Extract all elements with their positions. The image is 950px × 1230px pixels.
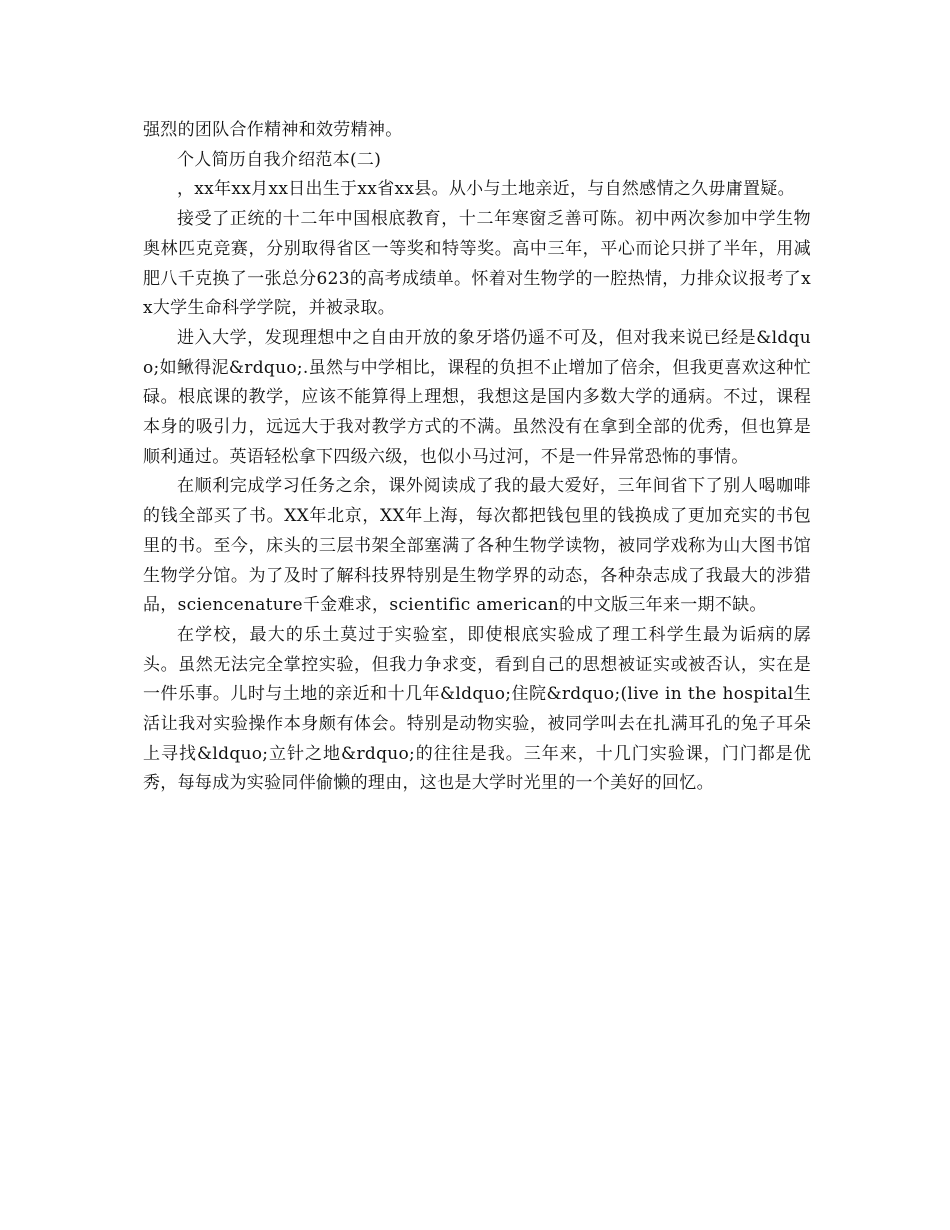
paragraph-birth: ，xx年xx月xx日出生于xx省xx县。从小与土地亲近，与自然感情之久毋庸置疑。 [177, 179, 795, 200]
paragraph-university: 进入大学，发现理想中之自由开放的象牙塔仍遥不可及，但对我来说已经是&ldquo;如鳅得泥&rdquo;.虽然与中学相比，课程的负担不止增加了倍余，但我更喜欢这种忙碌。根底课的教学，应该不能算得上理想，我想这是国内多数大学的通病。不过，课程本身的吸引力，远远大于我对教学方式的不满。虽然没有在拿到全部的优秀，但也算是顺利通过。英语轻松拿下四级六级，也似小马过河，不是一件异常恐怖的事情。 [143, 327, 811, 467]
paragraph-team-spirit: 强烈的团队合作精神和效劳精神。 [143, 120, 403, 140]
section-heading-resume-sample-2: 个人简历自我介绍范本(二) [177, 149, 382, 170]
document-page [143, 116, 811, 799]
paragraph-education: 接受了正统的十二年中国根底教育，十二年寒窗乏善可陈。初中两次参加中学生物奥林匹克竞赛，分别取得省区一等奖和特等奖。高中三年，平心而论只拼了半年，用减肥八千克换了一张总分623的高考成绩单。怀着对生物学的一腔热情，力排众议报考了xx大学生命科学学院，并被录取。 [143, 209, 811, 319]
paragraph-reading: 在顺利完成学习任务之余，课外阅读成了我的最大爱好，三年间省下了别人喝咖啡的钱全部买了书。XX年北京，XX年上海，每次都把钱包里的钱换成了更加充实的书包里的书。至今，床头的三层书架全部塞满了各种生物学读物，被同学戏称为山大图书馆生物学分馆。为了及时了解科技界特别是生物学界的动态，各种杂志成了我最大的涉猎品，sciencenature千金难求，scientific american的中文版三年来一期不缺。 [143, 476, 811, 616]
paragraph-laboratory: 在学校，最大的乐土莫过于实验室，即使根底实验成了理工科学生最为诟病的孱头。虽然无法完全掌控实验，但我力争求变，看到自己的思想被证实或被否认，实在是一件乐事。儿时与土地的亲近和十几年&ldquo;住院&rdquo;(live in the hospital生活让我对实验操作本身颇有体会。特别是动物实验，被同学叫去在扎满耳孔的兔子耳朵上寻找&ldquo;立针之地&rdquo;的往往是我。三年来，十几门实验课，门门都是优秀，每每成为实验同伴偷懒的理由，这也是大学时光里的一个美好的回忆。 [143, 624, 811, 794]
